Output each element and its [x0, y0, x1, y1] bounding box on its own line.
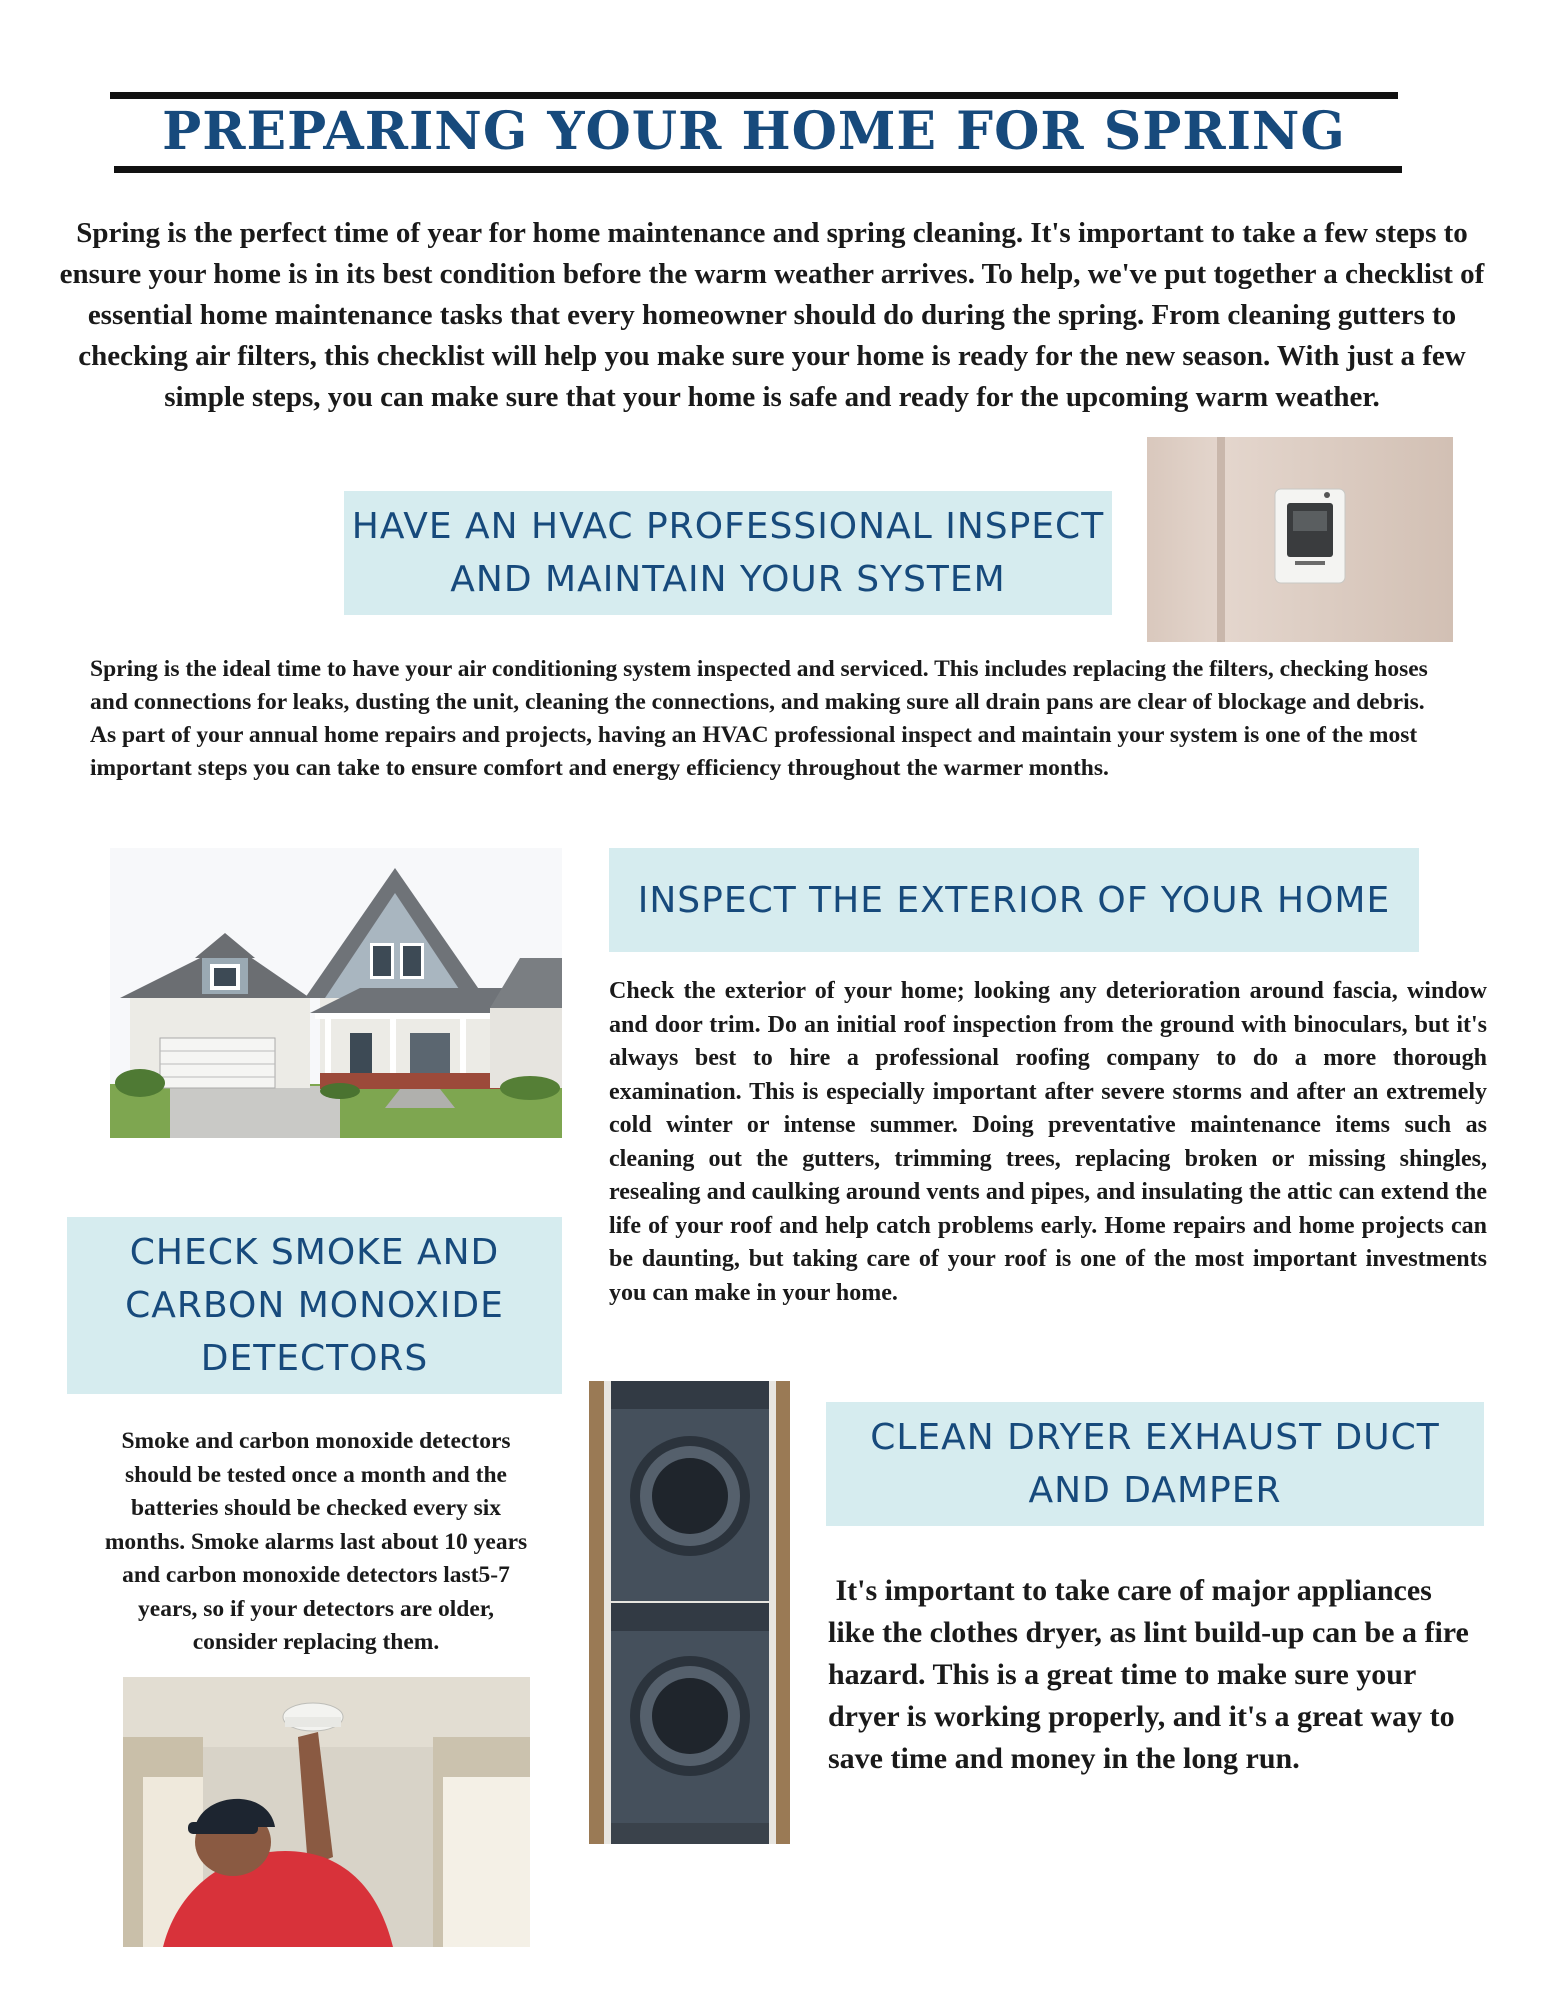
washer-dryer-photo [589, 1381, 790, 1844]
smoke-detector-photo [123, 1677, 530, 1947]
title-top-rule [110, 92, 1398, 99]
intro-paragraph: Spring is the perfect time of year for home maintenance and spring cleaning. It's important to take a few steps to ensure your home is in its best condition before the warm weather arrives. To help, we've put together a checklist of essential home maintenance tasks that every homeowner should do during the spring. From cleaning gutters to checking air filters, this checklist will help you make sure your home is ready for the new season. With just a few simple steps, you can make sure that your home is safe and ready for the upcoming warm weather. [59, 217, 1485, 413]
detectors-heading-text: CHECK SMOKE AND CARBON MONOXIDE DETECTORS [125, 1232, 504, 1379]
hvac-heading [344, 491, 1112, 615]
exterior-heading [609, 848, 1419, 952]
dryer-heading [826, 1402, 1484, 1526]
exterior-heading-text: INSPECT THE EXTERIOR OF YOUR HOME [637, 879, 1391, 921]
hvac-body: Spring is the ideal time to have your air conditioning system inspected and serviced. This includes replacing the filters, checking hoses and connections for leaks, dusting the unit, cleaning the connections, and making sure all drain pans are clear of blockage and debris. As part of your annual home repairs and projects, having an HVAC professional inspect and maintain your system is one of the most important steps you can take to ensure comfort and energy efficiency throughout the warmer months. [90, 656, 1428, 781]
house-photo [110, 848, 562, 1138]
exterior-body: Check the exterior of your home; looking any deterioration around fascia, window and door trim. Do an initial roof inspection from the ground with binoculars, but it's always best to hire a professional roofing company to do a more thorough examination. This is especially important after severe storms and after an extremely cold winter or intense summer. Doing preventative maintenance items such as cleaning out the gutters, trimming trees, replacing broken or missing shingles, resealing and caulking around vents and pipes, and insulating the attic can extend the life of your roof and help catch problems early. Home repairs and home projects can be daunting, but taking care of your roof is one of the most important investments you can make in your home. [609, 978, 1487, 1306]
title-bottom-rule [114, 166, 1402, 173]
detectors-heading [67, 1217, 562, 1394]
dryer-body: It's important to take care of major appliances like the clothes dryer, as lint build-up can be a fire hazard. This is a great time to make sure your dryer is working properly, and it's a great way to save time and money in the long run. [828, 1574, 1477, 1775]
dryer-heading-text: CLEAN DRYER EXHAUST DUCT AND DAMPER [870, 1417, 1440, 1511]
hvac-heading-text: HAVE AN HVAC PROFESSIONAL INSPECT AND MAINTAIN YOUR SYSTEM [351, 506, 1105, 600]
thermostat-photo [1147, 437, 1453, 642]
page-title: PREPARING YOUR HOME FOR SPRING [162, 101, 1346, 162]
detectors-body: Smoke and carbon monoxide detectors should be tested once a month and the batteries should be checked every six months. Smoke alarms last about 10 years and carbon monoxide detectors last5-7 years, so if your detectors are older, consider replacing them. [104, 1428, 528, 1655]
